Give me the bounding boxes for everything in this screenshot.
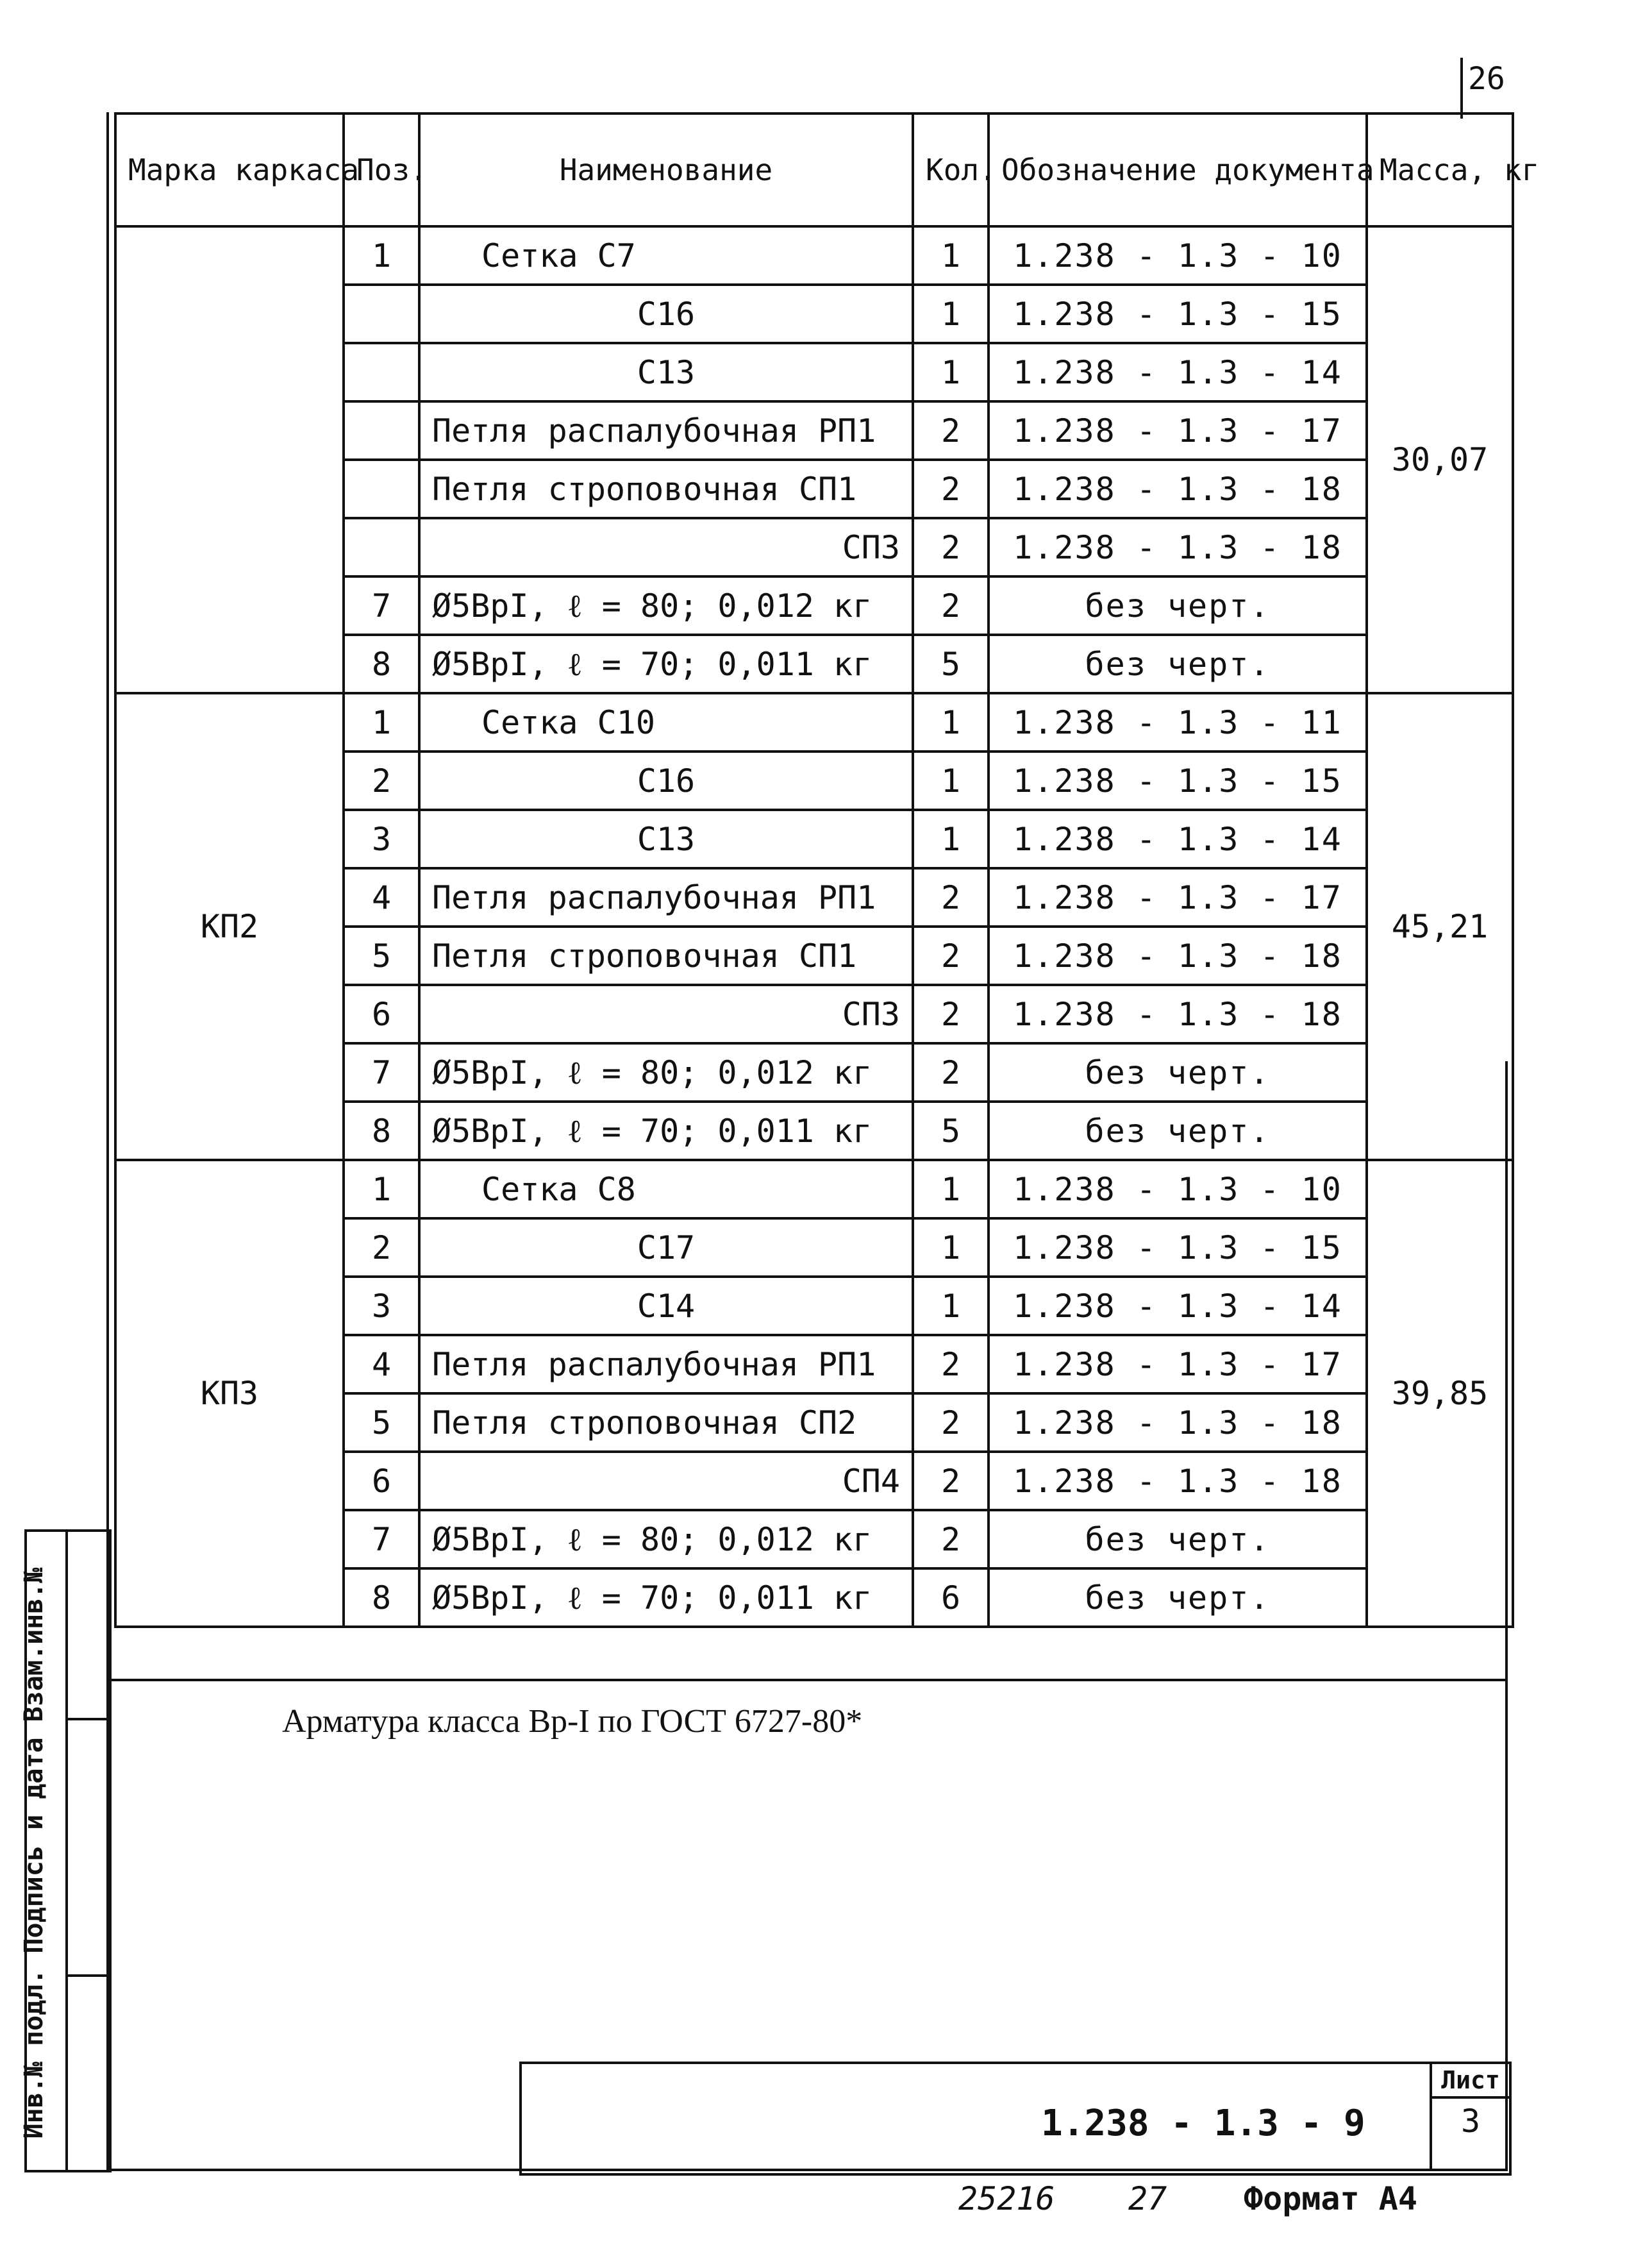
cell-qty: 2	[913, 1510, 989, 1568]
header-name: Наименование	[419, 113, 913, 226]
cell-pos	[344, 460, 419, 518]
cell-doc: 1.238 - 1.3 - 11	[989, 693, 1367, 752]
cell-doc: 1.238 - 1.3 - 17	[989, 401, 1367, 460]
cell-name: СП4	[419, 1452, 913, 1510]
cell-name: С16	[419, 285, 913, 343]
cell-name: СП3	[419, 985, 913, 1043]
sheet-label: Лист	[1432, 2064, 1509, 2099]
cell-qty: 6	[913, 1568, 989, 1627]
cell-doc: 1.238 - 1.3 - 18	[989, 927, 1367, 985]
cell-doc: без черт.	[989, 635, 1367, 693]
cell-qty: 1	[913, 1277, 989, 1335]
cell-doc: 1.238 - 1.3 - 17	[989, 1335, 1367, 1393]
cell-name: С17	[419, 1218, 913, 1277]
cell-pos: 2	[344, 752, 419, 810]
cell-doc: 1.238 - 1.3 - 14	[989, 343, 1367, 401]
cell-doc: 1.238 - 1.3 - 18	[989, 985, 1367, 1043]
cell-qty: 5	[913, 635, 989, 693]
cell-pos: 5	[344, 927, 419, 985]
cell-qty: 2	[913, 868, 989, 927]
cell-qty: 1	[913, 1218, 989, 1277]
table-row	[115, 226, 1513, 285]
cell-doc: 1.238 - 1.3 - 15	[989, 752, 1367, 810]
cell-qty: 1	[913, 285, 989, 343]
cell-qty: 2	[913, 460, 989, 518]
cell-pos: 6	[344, 1452, 419, 1510]
title-block	[519, 2062, 1512, 2176]
cell-name: Петля строповочная СП1	[419, 927, 913, 985]
cell-qty: 2	[913, 518, 989, 576]
table-row	[115, 693, 1513, 752]
cell-qty: 1	[913, 226, 989, 285]
cell-doc: 1.238 - 1.3 - 14	[989, 810, 1367, 868]
cell-name: Ø5ВрI, ℓ = 80; 0,012 кг	[419, 1510, 913, 1568]
table-header-row	[115, 113, 1513, 226]
sheet-box	[1430, 2064, 1509, 2171]
side-stamp-divider	[65, 1532, 68, 2170]
cell-pos: 7	[344, 1043, 419, 1102]
cell-mass: 45,21	[1367, 693, 1513, 1160]
header-mark: Марка каркаса	[115, 113, 344, 226]
cell-name: Ø5ВрI, ℓ = 70; 0,011 кг	[419, 1568, 913, 1627]
cell-name: С13	[419, 810, 913, 868]
cell-doc: 1.238 - 1.3 - 17	[989, 868, 1367, 927]
cell-qty: 2	[913, 401, 989, 460]
cell-pos: 2	[344, 1218, 419, 1277]
cell-pos: 6	[344, 985, 419, 1043]
cell-name: Ø5ВрI, ℓ = 70; 0,011 кг	[419, 635, 913, 693]
footer-copy: 27	[1128, 2180, 1167, 2217]
cell-doc: 1.238 - 1.3 - 10	[989, 226, 1367, 285]
cell-doc: 1.238 - 1.3 - 15	[989, 1218, 1367, 1277]
cell-pos: 4	[344, 1335, 419, 1393]
table-body	[115, 226, 1513, 1627]
cell-name: Ø5ВрI, ℓ = 80; 0,012 кг	[419, 1043, 913, 1102]
cell-pos: 1	[344, 226, 419, 285]
cell-pos: 7	[344, 576, 419, 635]
cell-qty: 2	[913, 1043, 989, 1102]
cell-pos	[344, 343, 419, 401]
cell-pos	[344, 518, 419, 576]
page-number-divider	[1460, 58, 1463, 119]
side-stamp-hline	[65, 1974, 109, 1977]
cell-qty: 2	[913, 927, 989, 985]
sheet-number: 3	[1460, 2103, 1481, 2140]
header-qty: Кол.	[913, 113, 989, 226]
cell-pos: 8	[344, 635, 419, 693]
cell-qty: 1	[913, 1160, 989, 1218]
cell-qty: 1	[913, 693, 989, 752]
cell-qty: 1	[913, 810, 989, 868]
cell-pos: 1	[344, 693, 419, 752]
cell-doc: 1.238 - 1.3 - 15	[989, 285, 1367, 343]
cell-pos: 8	[344, 1102, 419, 1160]
cell-doc: 1.238 - 1.3 - 10	[989, 1160, 1367, 1218]
cell-doc: без черт.	[989, 1568, 1367, 1627]
cell-qty: 2	[913, 985, 989, 1043]
reinforcement-note: Арматура класса Вр-I по ГОСТ 6727-80*	[282, 1703, 863, 1740]
cell-mark: КП3	[115, 1160, 344, 1627]
cell-doc: 1.238 - 1.3 - 18	[989, 460, 1367, 518]
cell-pos: 1	[344, 1160, 419, 1218]
cell-name: Петля строповочная СП1	[419, 460, 913, 518]
specification-table	[114, 112, 1540, 1628]
cell-name: Сетка С8	[419, 1160, 913, 1218]
cell-pos: 5	[344, 1393, 419, 1452]
header-doc: Обозначение документа	[989, 113, 1367, 226]
cell-qty: 2	[913, 1335, 989, 1393]
page-number: 26	[1468, 61, 1505, 97]
cell-name: С13	[419, 343, 913, 401]
cell-qty: 2	[913, 1452, 989, 1510]
cell-name: Петля распалубочная РП1	[419, 868, 913, 927]
cell-pos: 7	[344, 1510, 419, 1568]
cell-mark: КП2	[115, 693, 344, 1160]
cell-name: Петля распалубочная РП1	[419, 1335, 913, 1393]
cell-qty: 1	[913, 752, 989, 810]
cell-doc: без черт.	[989, 1510, 1367, 1568]
cell-name: Петля распалубочная РП1	[419, 401, 913, 460]
header-pos: Поз.	[344, 113, 419, 226]
cell-name: С14	[419, 1277, 913, 1335]
cell-name: Петля строповочная СП2	[419, 1393, 913, 1452]
footer-number: 25216	[958, 2180, 1055, 2217]
cell-qty: 2	[913, 576, 989, 635]
cell-name: С16	[419, 752, 913, 810]
cell-pos: 8	[344, 1568, 419, 1627]
cell-pos: 4	[344, 868, 419, 927]
cell-name: Ø5ВрI, ℓ = 80; 0,012 кг	[419, 576, 913, 635]
note-separator-line	[106, 1679, 1508, 1681]
cell-pos	[344, 401, 419, 460]
cell-pos	[344, 285, 419, 343]
cell-mark	[115, 226, 344, 693]
cell-doc: без черт.	[989, 576, 1367, 635]
cell-mass: 39,85	[1367, 1160, 1513, 1627]
table-row	[115, 1160, 1513, 1218]
cell-qty: 1	[913, 343, 989, 401]
cell-doc: 1.238 - 1.3 - 18	[989, 518, 1367, 576]
header-mass: Масса, кг	[1367, 113, 1513, 226]
footer-format: Формат А4	[1244, 2180, 1417, 2217]
cell-doc: 1.238 - 1.3 - 18	[989, 1452, 1367, 1510]
side-stamp-label: Инв.№ подл. Подпись и дата Взам.инв.№	[19, 1567, 49, 2139]
cell-qty: 5	[913, 1102, 989, 1160]
cell-mass: 30,07	[1367, 226, 1513, 693]
cell-doc: без черт.	[989, 1102, 1367, 1160]
cell-doc: без черт.	[989, 1043, 1367, 1102]
cell-pos: 3	[344, 1277, 419, 1335]
cell-name: Ø5ВрI, ℓ = 70; 0,011 кг	[419, 1102, 913, 1160]
cell-qty: 2	[913, 1393, 989, 1452]
cell-doc: 1.238 - 1.3 - 18	[989, 1393, 1367, 1452]
cell-doc: 1.238 - 1.3 - 14	[989, 1277, 1367, 1335]
cell-name: СП3	[419, 518, 913, 576]
cell-pos: 3	[344, 810, 419, 868]
cell-name: Сетка С10	[419, 693, 913, 752]
side-stamp-hline	[65, 1718, 109, 1720]
document-code: 1.238 - 1.3 - 9	[1041, 2103, 1365, 2144]
cell-name: Сетка С7	[419, 226, 913, 285]
